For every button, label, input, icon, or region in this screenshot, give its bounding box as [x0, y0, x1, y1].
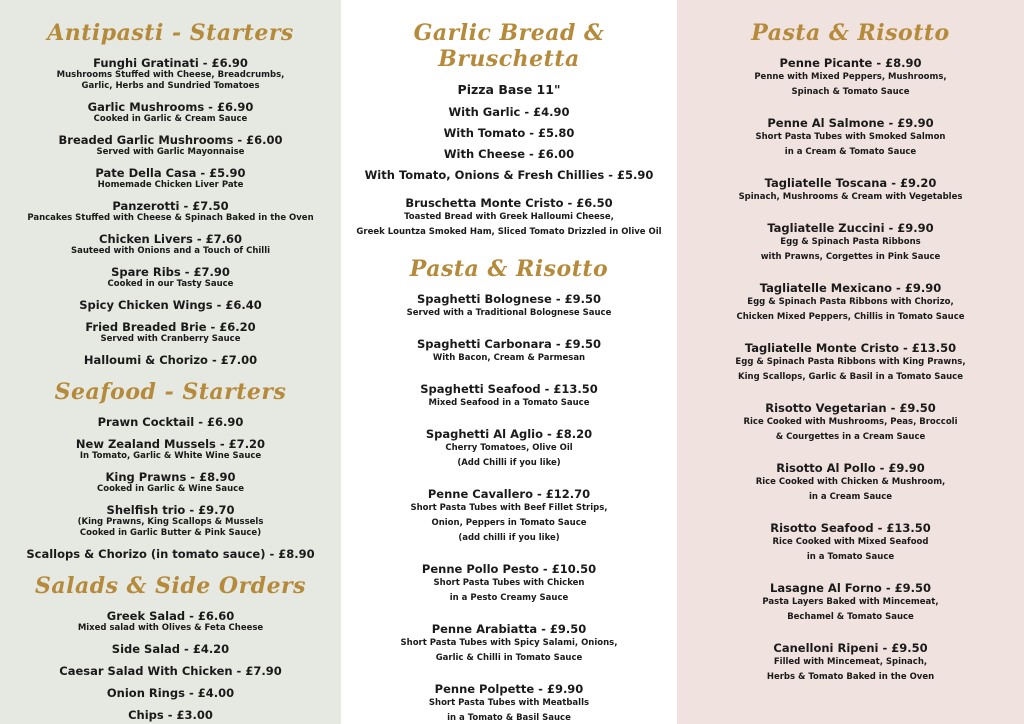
menu-item — [8, 298, 333, 312]
menu-item-name: Garlic Mushrooms - £6.90 — [87, 100, 254, 114]
menu-item-name: Penne Picante - £8.90 — [779, 56, 922, 70]
menu-item — [349, 382, 669, 411]
menu-item — [8, 199, 333, 224]
garlic-bread-option: With Tomato, Onions & Fresh Chillies - £5.90 — [364, 168, 654, 182]
menu-item-description: With Bacon, Cream & Parmesan — [432, 353, 586, 363]
seafood-list — [8, 415, 333, 561]
menu-item-description: Cooked in our Tasty Sauce — [107, 279, 234, 289]
left-column — [0, 0, 341, 724]
menu-item — [8, 547, 333, 561]
right-column — [677, 0, 1024, 724]
menu-item — [8, 664, 333, 678]
menu-item — [685, 221, 1016, 265]
menu-item-description: Short Pasta Tubes with Beef Fillet Strips, Onion, Peppers in Tomato Sauce (add chilli if you like) — [410, 503, 608, 543]
menu-item-name: Breaded Garlic Mushrooms - £6.00 — [58, 133, 283, 147]
menu-item-description: Egg & Spinach Pasta Ribbons with Prawns, Corgettes in Pink Sauce — [760, 237, 941, 262]
bruschetta-desc: Toasted Bread with Greek Halloumi Cheese, Greek Lountza Smoked Ham, Sliced Tomato Drizzled in Olive Oil — [356, 212, 662, 237]
menu-item-name: Panzerotti - £7.50 — [112, 199, 229, 213]
menu-item — [349, 487, 669, 546]
menu-item-description: Mushrooms Stuffed with Cheese, Breadcrumbs, Garlic, Herbs and Sundried Tomatoes — [56, 70, 285, 91]
menu-item — [685, 461, 1016, 505]
menu-item-description: Pasta Layers Baked with Mincemeat, Bechamel & Tomato Sauce — [762, 597, 939, 622]
bruschetta-name: Bruschetta Monte Cristo - £6.50 — [405, 196, 613, 210]
menu-item-description: Short Pasta Tubes with Spicy Salami, Onions, Garlic & Chilli in Tomato Sauce — [400, 638, 618, 663]
menu-item — [349, 427, 669, 471]
menu-item-name: Risotto Vegetarian - £9.50 — [765, 401, 936, 415]
menu-item-name: Penne Pollo Pesto - £10.50 — [421, 562, 597, 576]
menu-item-description: Served with Garlic Mayonnaise — [96, 147, 245, 157]
menu-item-description: Rice Cooked with Mixed Seafood in a Tomato Sauce — [772, 537, 929, 562]
menu-item-name: Penne Polpette - £9.90 — [434, 682, 584, 696]
menu-item-description: Rice Cooked with Chicken & Mushroom, in a Cream Sauce — [755, 477, 946, 502]
antipasti-list — [8, 56, 333, 367]
menu-item-description: Served with Cranberry Sauce — [100, 334, 241, 344]
menu-item-name: Funghi Gratinati - £6.90 — [93, 56, 248, 70]
menu-item-name: Risotto Al Pollo - £9.90 — [776, 461, 925, 475]
menu-item — [685, 176, 1016, 205]
menu-item-name: Spaghetti Seafood - £13.50 — [420, 382, 598, 396]
menu-item — [8, 415, 333, 429]
menu-item — [349, 337, 669, 366]
menu-item-description: Mixed salad with Olives & Feta Cheese — [77, 623, 264, 633]
menu-item-description: Rice Cooked with Mushrooms, Peas, Broccoli & Courgettes in a Cream Sauce — [743, 417, 958, 442]
menu-item-name: Chips - £3.00 — [128, 708, 213, 722]
middle-pasta-list — [349, 292, 669, 724]
right-pasta-heading: Pasta & Risotto — [751, 20, 950, 46]
salads-list — [8, 609, 333, 722]
menu-item — [685, 56, 1016, 100]
menu-item — [349, 292, 669, 321]
salads-heading: Salads & Side Orders — [34, 573, 307, 599]
menu-item-name: Penne Cavallero - £12.70 — [427, 487, 591, 501]
antipasti-heading: Antipasti - Starters — [47, 20, 294, 46]
menu-item-name: Prawn Cocktail - £6.90 — [97, 415, 244, 429]
menu-item-name: Tagliatelle Monte Cristo - £13.50 — [744, 341, 957, 355]
menu-item-name: Spaghetti Al Aglio - £8.20 — [425, 427, 593, 441]
menu-item-description: Mixed Seafood in a Tomato Sauce — [428, 398, 590, 408]
seafood-heading: Seafood - Starters — [54, 379, 287, 405]
menu-item — [685, 581, 1016, 625]
menu-item-name: Risotto Seafood - £13.50 — [770, 521, 931, 535]
menu-item-name: Onion Rings - £4.00 — [106, 686, 235, 700]
menu-item-description: Cooked in Garlic & Cream Sauce — [93, 114, 248, 124]
menu-item — [685, 116, 1016, 160]
menu-item-description: Short Pasta Tubes with Chicken in a Pesto Creamy Sauce — [433, 578, 585, 603]
middle-pasta-heading: Pasta & Risotto — [409, 256, 609, 282]
garlic-bread-list — [349, 105, 669, 182]
menu-item-description: Egg & Spinach Pasta Ribbons with Chorizo, Chicken Mixed Peppers, Chillis in Tomato Sauce — [736, 297, 965, 322]
menu-item — [8, 503, 333, 539]
bruschetta-item — [349, 196, 669, 240]
menu-item-description: Served with a Traditional Bolognese Sauce — [406, 308, 612, 318]
menu-item-description: Short Pasta Tubes with Smoked Salmon in a Cream & Tomato Sauce — [755, 132, 946, 157]
menu-item — [8, 166, 333, 191]
menu-item — [8, 133, 333, 158]
menu-item-name: Tagliatelle Mexicano - £9.90 — [759, 281, 942, 295]
garlic-bread-option: With Tomato - £5.80 — [443, 126, 575, 140]
menu-item-name: New Zealand Mussels - £7.20 — [75, 437, 266, 451]
menu-item — [8, 609, 333, 634]
menu-item — [349, 562, 669, 606]
menu-item-name: Side Salad - £4.20 — [111, 642, 230, 656]
menu-item-name: Shelfish trio - £9.70 — [106, 503, 235, 517]
menu-item-name: Greek Salad - £6.60 — [106, 609, 235, 623]
menu-item-name: Tagliatelle Toscana - £9.20 — [764, 176, 937, 190]
pizza-base-label: Pizza Base 11" — [457, 82, 561, 97]
menu-item — [8, 100, 333, 125]
menu-item-name: Penne Al Salmone - £9.90 — [767, 116, 934, 130]
menu-item — [8, 470, 333, 495]
menu-item-description: Homemade Chicken Liver Pate — [97, 180, 244, 190]
right-pasta-list — [685, 56, 1016, 685]
menu-item-name: Spaghetti Bolognese - £9.50 — [417, 292, 601, 306]
menu-item — [685, 521, 1016, 565]
menu-item-description: Pancakes Stuffed with Cheese & Spinach Baked in the Oven — [27, 213, 314, 223]
menu-item-description: Sauteed with Onions and a Touch of Chilli — [70, 246, 271, 256]
menu-item — [8, 437, 333, 462]
menu-item-name: Penne Arabiatta - £9.50 — [431, 622, 587, 636]
menu-item-description: In Tomato, Garlic & White Wine Sauce — [79, 451, 262, 461]
menu-item — [8, 56, 333, 92]
menu-item-name: Scallops & Chorizo (in tomato sauce) - £8.90 — [26, 547, 315, 561]
menu-item-description: Cooked in Garlic & Wine Sauce — [97, 484, 244, 494]
menu-item-name: Canelloni Ripeni - £9.50 — [773, 641, 928, 655]
menu-item-name: Caesar Salad With Chicken - £7.90 — [59, 664, 282, 678]
menu-item — [685, 341, 1016, 385]
menu-item-name: Spare Ribs - £7.90 — [111, 265, 230, 279]
menu-item-name: King Prawns - £8.90 — [105, 470, 236, 484]
garlic-bread-option: With Cheese - £6.00 — [443, 147, 575, 161]
menu-item-description: Filled with Mincemeat, Spinach, Herbs & Tomato Baked in the Oven — [766, 657, 935, 682]
middle-column — [341, 0, 677, 724]
menu-item-description: Egg & Spinach Pasta Ribbons with King Prawns, King Scallops, Garlic & Basil in a Tomato Sauce — [735, 357, 966, 382]
menu-item-description: Short Pasta Tubes with Meatballs in a Tomato & Basil Sauce — [428, 698, 590, 723]
menu-item-name: Spicy Chicken Wings - £6.40 — [79, 298, 262, 312]
menu-item-description: Penne with Mixed Peppers, Mushrooms, Spinach & Tomato Sauce — [754, 72, 947, 97]
menu-item — [349, 622, 669, 666]
menu-item-description: (King Prawns, King Scallops & Mussels Cooked in Garlic Butter & Pink Sauce) — [77, 517, 264, 538]
menu-item-name: Halloumi & Chorizo - £7.00 — [83, 353, 258, 367]
menu-item-description: Cherry Tomatoes, Olive Oil (Add Chilli if you like) — [445, 443, 573, 468]
menu-item — [685, 401, 1016, 445]
menu-item — [8, 232, 333, 257]
menu-item-name: Chicken Livers - £7.60 — [99, 232, 242, 246]
menu-item — [685, 641, 1016, 685]
menu-item — [685, 281, 1016, 325]
menu-item — [8, 265, 333, 290]
menu-item-description: Spinach, Mushrooms & Cream with Vegetables — [738, 192, 963, 202]
menu-item — [8, 708, 333, 722]
menu-item-name: Pate Della Casa - £5.90 — [95, 166, 246, 180]
garlic-bread-option: With Garlic - £4.90 — [448, 105, 570, 119]
menu-item — [8, 353, 333, 367]
menu-item-name: Spaghetti Carbonara - £9.50 — [417, 337, 601, 351]
menu-item — [349, 682, 669, 724]
menu-item-name: Lasagne Al Forno - £9.50 — [770, 581, 931, 595]
menu-item — [8, 686, 333, 700]
menu-item-name: Tagliatelle Zuccini - £9.90 — [767, 221, 934, 235]
menu-item — [8, 642, 333, 656]
menu-item-name: Fried Breaded Brie - £6.20 — [85, 320, 256, 334]
menu-item — [8, 320, 333, 345]
garlic-bread-heading: Garlic Bread & Bruschetta — [413, 20, 605, 72]
